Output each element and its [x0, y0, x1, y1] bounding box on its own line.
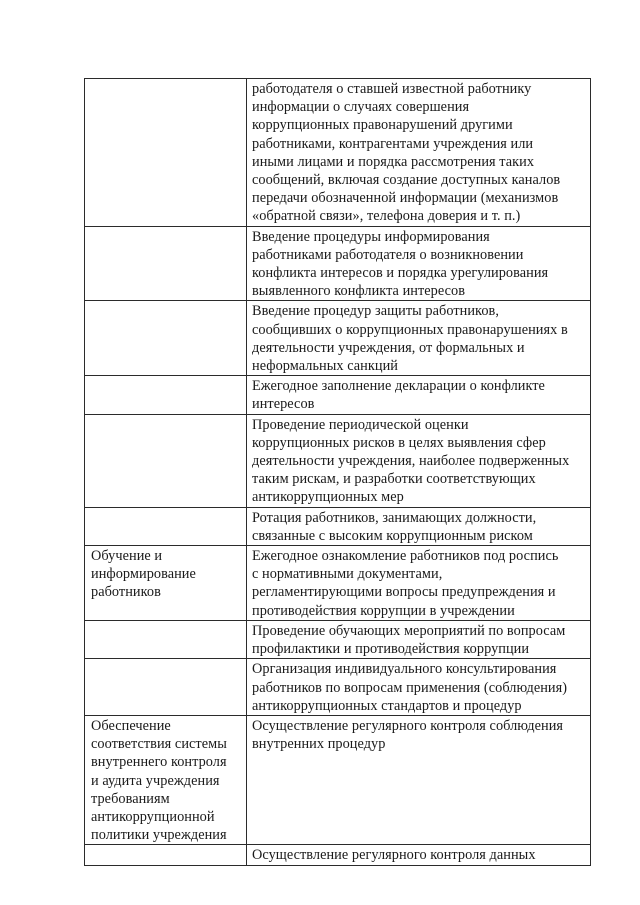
- table-cell-measure: [247, 79, 591, 227]
- table-row: [85, 226, 591, 301]
- measure-text: работодателя о ставшей известной работнику информации о случаях совершения коррупционных правонарушений другими работниками, контрагентами учреждения или иными лицами и порядка рассмотрения таких сообщений, включая создание доступных каналов передачи обозначенной информации (механизмов «обратной связи», телефона доверия и т. п.): [252, 81, 561, 225]
- measure-text: Ежегодное заполнение декларации о конфликте интересов: [252, 378, 545, 413]
- table-cell-area: [85, 376, 247, 414]
- measure-text: Организация индивидуального консультирования работников по вопросам применения (соблюдения) антикоррупционных стандартов и процедур: [252, 661, 568, 714]
- table-row: [85, 507, 591, 545]
- table-cell-measure: [247, 301, 591, 376]
- table-cell-measure: [247, 414, 591, 507]
- table-row: [85, 620, 591, 658]
- table-cell-area: [85, 507, 247, 545]
- table-cell-area: [85, 546, 247, 621]
- table-row: [85, 301, 591, 376]
- area-text: Обеспечение соответствия системы внутреннего контроля и аудита учреждения требованиям антикоррупционной политики учреждения: [91, 717, 227, 844]
- table-row: [85, 79, 591, 227]
- measure-text: Проведение периодической оценки коррупционных рисков в целях выявления сфер деятельности учреждения, наиболее подверженных таким рискам, и разработки соответствующих антикоррупционных мер: [252, 416, 570, 506]
- table-cell-area: [85, 79, 247, 227]
- measure-text: Осуществление регулярного контроля соблюдения внутренних процедур: [252, 717, 564, 753]
- measure-text: Ротация работников, занимающих должности, связанные с высоким коррупционным риском: [252, 509, 537, 544]
- table-row: [85, 845, 591, 865]
- table-cell-area: [85, 659, 247, 716]
- table-cell-area: [85, 845, 247, 865]
- table-cell-measure: [247, 715, 591, 844]
- table-cell-area: [85, 414, 247, 507]
- table-row: [85, 546, 591, 621]
- measure-text: Осуществление регулярного контроля данных: [252, 847, 536, 864]
- table-row: [85, 376, 591, 414]
- table-cell-measure: [247, 659, 591, 716]
- measure-text: Проведение обучающих мероприятий по вопросам профилактики и противодействия коррупции: [252, 622, 566, 658]
- table-row: [85, 659, 591, 716]
- table-cell-measure: [247, 845, 591, 865]
- measures-table: [84, 78, 591, 866]
- table-row: [85, 414, 591, 507]
- measure-text: Введение процедуры информирования работниками работодателя о возникновении конфликта интересов и порядка урегулирования выявленного конфликта интересов: [252, 228, 549, 300]
- table-cell-measure: [247, 507, 591, 545]
- area-text: Обучение и информирование работников: [91, 548, 196, 601]
- measure-text: Ежегодное ознакомление работников под роспись с нормативными документами, регламентирующими вопросы предупреждения и противодействия коррупции в учреждении: [252, 548, 559, 619]
- table-cell-measure: [247, 226, 591, 301]
- table-cell-area: [85, 620, 247, 658]
- table-row: [85, 715, 591, 844]
- table-cell-area: [85, 715, 247, 844]
- table-cell-measure: [247, 376, 591, 414]
- table-cell-area: [85, 226, 247, 301]
- measure-text: Введение процедур защиты работников, сообщивших о коррупционных правонарушениях в деятельности учреждения, от формальных и неформальных санкций: [252, 303, 568, 375]
- table-cell-measure: [247, 546, 591, 621]
- table-cell-measure: [247, 620, 591, 658]
- table-cell-area: [85, 301, 247, 376]
